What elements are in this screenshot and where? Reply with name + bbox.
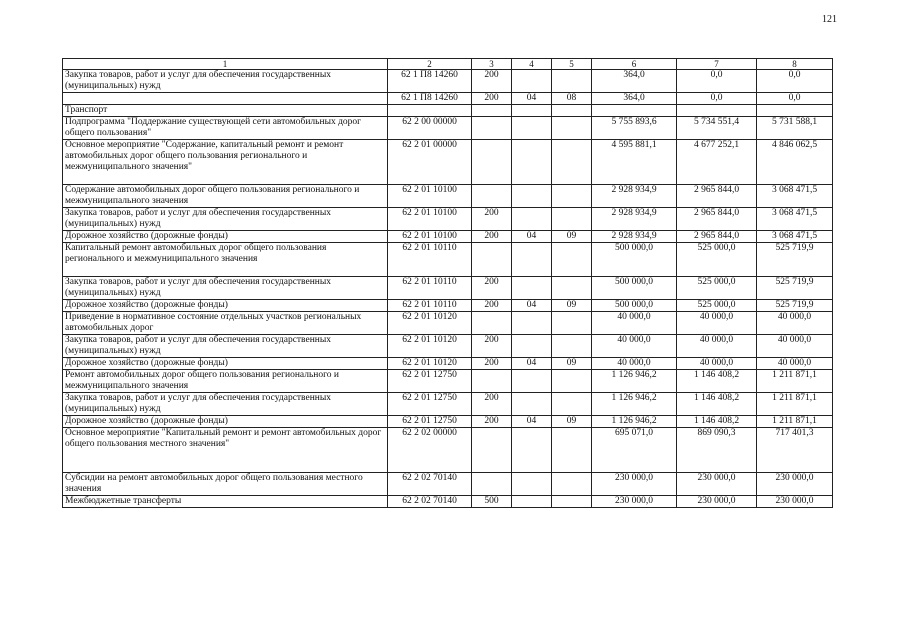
- section-cell: [512, 277, 552, 300]
- amount-cell: 1 126 946,2: [592, 393, 677, 416]
- item-name-cell: Закупка товаров, работ и услуг для обеспечения государственных (муниципальных) нужд: [63, 70, 388, 93]
- amount-cell: 1 146 408,2: [677, 393, 757, 416]
- expense-type-cell: 200: [472, 231, 512, 243]
- amount-cell: 0,0: [757, 70, 833, 93]
- section-cell: [512, 393, 552, 416]
- table-row: [63, 208, 833, 231]
- amount-cell: 2 928 934,9: [592, 208, 677, 231]
- subsection-cell: 09: [552, 231, 592, 243]
- item-name-cell: Дорожное хозяйство (дорожные фонды): [63, 300, 388, 312]
- target-code-cell: 62 2 01 10120: [388, 335, 472, 358]
- amount-cell: 525 000,0: [677, 277, 757, 300]
- amount-cell: 2 965 844,0: [677, 231, 757, 243]
- amount-cell: 717 401,3: [757, 428, 833, 473]
- page-number: 121: [822, 14, 837, 25]
- item-name-cell: Межбюджетные трансферты: [63, 496, 388, 508]
- expense-type-cell: [472, 243, 512, 277]
- expense-type-cell: [472, 473, 512, 496]
- section-cell: [512, 428, 552, 473]
- section-cell: [512, 370, 552, 393]
- amount-cell: 1 126 946,2: [592, 416, 677, 428]
- expense-type-cell: [472, 117, 512, 140]
- target-code-cell: 62 2 01 10120: [388, 312, 472, 335]
- target-code-cell: 62 2 01 10100: [388, 208, 472, 231]
- section-cell: [512, 105, 552, 117]
- expense-type-cell: [472, 312, 512, 335]
- amount-cell: 230 000,0: [757, 496, 833, 508]
- table-row: [63, 473, 833, 496]
- amount-cell: 1 126 946,2: [592, 370, 677, 393]
- target-code-cell: 62 2 00 00000: [388, 117, 472, 140]
- amount-cell: 525 719,9: [757, 243, 833, 277]
- table-row: [63, 416, 833, 428]
- amount-cell: 500 000,0: [592, 300, 677, 312]
- section-cell: [512, 185, 552, 208]
- subsection-cell: [552, 393, 592, 416]
- amount-cell: 0,0: [677, 70, 757, 93]
- amount-cell: 2 965 844,0: [677, 185, 757, 208]
- amount-cell: 230 000,0: [677, 473, 757, 496]
- table-row: [63, 335, 833, 358]
- subsection-cell: [552, 105, 592, 117]
- expense-type-cell: 200: [472, 277, 512, 300]
- amount-cell: 4 595 881,1: [592, 140, 677, 185]
- section-cell: 04: [512, 416, 552, 428]
- subsection-cell: [552, 208, 592, 231]
- amount-cell: 525 719,9: [757, 300, 833, 312]
- expense-type-cell: [472, 105, 512, 117]
- column-number-row: [63, 59, 833, 70]
- table-row: [63, 185, 833, 208]
- expense-type-cell: 500: [472, 496, 512, 508]
- subsection-cell: [552, 140, 592, 185]
- subsection-cell: [552, 335, 592, 358]
- amount-cell: 869 090,3: [677, 428, 757, 473]
- amount-cell: 230 000,0: [757, 473, 833, 496]
- amount-cell: 525 719,9: [757, 277, 833, 300]
- amount-cell: 500 000,0: [592, 277, 677, 300]
- amount-cell: 500 000,0: [592, 243, 677, 277]
- table-row: [63, 393, 833, 416]
- section-cell: [512, 243, 552, 277]
- expense-type-cell: 200: [472, 208, 512, 231]
- section-cell: 04: [512, 300, 552, 312]
- amount-cell: 695 071,0: [592, 428, 677, 473]
- target-code-cell: 62 2 01 12750: [388, 393, 472, 416]
- table-row: [63, 300, 833, 312]
- expense-type-cell: 200: [472, 300, 512, 312]
- amount-cell: 40 000,0: [677, 312, 757, 335]
- section-cell: [512, 140, 552, 185]
- amount-cell: 525 000,0: [677, 243, 757, 277]
- amount-cell: 3 068 471,5: [757, 231, 833, 243]
- target-code-cell: 62 2 01 10110: [388, 277, 472, 300]
- target-code-cell: 62 2 01 12750: [388, 416, 472, 428]
- target-code-cell: 62 2 02 70140: [388, 473, 472, 496]
- section-cell: 04: [512, 358, 552, 370]
- amount-cell: [757, 105, 833, 117]
- table-row: [63, 358, 833, 370]
- budget-table: [62, 58, 833, 508]
- item-name-cell: Закупка товаров, работ и услуг для обеспечения государственных (муниципальных) нужд: [63, 208, 388, 231]
- amount-cell: 40 000,0: [592, 312, 677, 335]
- item-name-cell: Дорожное хозяйство (дорожные фонды): [63, 358, 388, 370]
- amount-cell: 40 000,0: [757, 358, 833, 370]
- table-row: [63, 277, 833, 300]
- table-row: [63, 312, 833, 335]
- amount-cell: 4 846 062,5: [757, 140, 833, 185]
- amount-cell: 5 755 893,6: [592, 117, 677, 140]
- section-cell: 04: [512, 231, 552, 243]
- section-cell: [512, 335, 552, 358]
- column-header: 2: [388, 59, 472, 70]
- expense-type-cell: 200: [472, 358, 512, 370]
- amount-cell: 1 146 408,2: [677, 370, 757, 393]
- subsection-cell: [552, 312, 592, 335]
- amount-cell: 230 000,0: [677, 496, 757, 508]
- amount-cell: 2 928 934,9: [592, 185, 677, 208]
- section-cell: [512, 70, 552, 93]
- amount-cell: 230 000,0: [592, 496, 677, 508]
- item-name-cell: Субсидии на ремонт автомобильных дорог общего пользования местного значения: [63, 473, 388, 496]
- column-header: 1: [63, 59, 388, 70]
- section-cell: 04: [512, 93, 552, 105]
- expense-type-cell: 200: [472, 335, 512, 358]
- amount-cell: 5 731 588,1: [757, 117, 833, 140]
- amount-cell: 5 734 551,4: [677, 117, 757, 140]
- amount-cell: 40 000,0: [592, 358, 677, 370]
- target-code-cell: 62 1 П8 14260: [388, 70, 472, 93]
- subsection-cell: [552, 496, 592, 508]
- amount-cell: 40 000,0: [592, 335, 677, 358]
- column-header: 7: [677, 59, 757, 70]
- item-name-cell: Дорожное хозяйство (дорожные фонды): [63, 416, 388, 428]
- column-header: 8: [757, 59, 833, 70]
- amount-cell: [592, 105, 677, 117]
- amount-cell: 40 000,0: [757, 335, 833, 358]
- table-row: [63, 231, 833, 243]
- subsection-cell: [552, 117, 592, 140]
- amount-cell: 1 211 871,1: [757, 393, 833, 416]
- amount-cell: 40 000,0: [677, 358, 757, 370]
- expense-type-cell: [472, 140, 512, 185]
- amount-cell: 4 677 252,1: [677, 140, 757, 185]
- column-header: 5: [552, 59, 592, 70]
- column-header: 3: [472, 59, 512, 70]
- table-row: [63, 105, 833, 117]
- table-row: [63, 370, 833, 393]
- target-code-cell: 62 2 02 00000: [388, 428, 472, 473]
- amount-cell: 3 068 471,5: [757, 208, 833, 231]
- section-cell: [512, 496, 552, 508]
- column-header: 6: [592, 59, 677, 70]
- expense-type-cell: [472, 370, 512, 393]
- item-name-cell: Дорожное хозяйство (дорожные фонды): [63, 231, 388, 243]
- target-code-cell: 62 2 01 10120: [388, 358, 472, 370]
- section-cell: [512, 473, 552, 496]
- target-code-cell: 62 2 01 12750: [388, 370, 472, 393]
- target-code-cell: [388, 105, 472, 117]
- amount-cell: 3 068 471,5: [757, 185, 833, 208]
- expense-type-cell: 200: [472, 93, 512, 105]
- subsection-cell: 09: [552, 358, 592, 370]
- subsection-cell: [552, 243, 592, 277]
- item-name-cell: Закупка товаров, работ и услуг для обеспечения государственных (муниципальных) нужд: [63, 335, 388, 358]
- table-row: [63, 70, 833, 93]
- subsection-cell: 09: [552, 416, 592, 428]
- expense-type-cell: 200: [472, 393, 512, 416]
- expense-type-cell: [472, 185, 512, 208]
- subsection-cell: [552, 473, 592, 496]
- item-name-cell: Приведение в нормативное состояние отдельных участков региональных автомобильных дорог: [63, 312, 388, 335]
- table-row: [63, 496, 833, 508]
- item-name-cell: Основное мероприятие "Капитальный ремонт и ремонт автомобильных дорог общего пользования местного значения": [63, 428, 388, 473]
- item-name-cell: [63, 93, 388, 105]
- amount-cell: 2 965 844,0: [677, 208, 757, 231]
- subsection-cell: 08: [552, 93, 592, 105]
- table-body: [63, 70, 833, 508]
- amount-cell: 364,0: [592, 70, 677, 93]
- column-header: 4: [512, 59, 552, 70]
- target-code-cell: 62 2 01 10100: [388, 185, 472, 208]
- item-name-cell: Транспорт: [63, 105, 388, 117]
- amount-cell: 1 211 871,1: [757, 370, 833, 393]
- target-code-cell: 62 2 02 70140: [388, 496, 472, 508]
- amount-cell: 1 211 871,1: [757, 416, 833, 428]
- item-name-cell: Подпрограмма "Поддержание существующей сети автомобильных дорог общего пользования": [63, 117, 388, 140]
- amount-cell: 230 000,0: [592, 473, 677, 496]
- target-code-cell: 62 2 01 00000: [388, 140, 472, 185]
- section-cell: [512, 312, 552, 335]
- target-code-cell: 62 1 П8 14260: [388, 93, 472, 105]
- target-code-cell: 62 2 01 10110: [388, 300, 472, 312]
- item-name-cell: Содержание автомобильных дорог общего пользования регионального и межмуниципального значения: [63, 185, 388, 208]
- subsection-cell: 09: [552, 300, 592, 312]
- table-row: [63, 93, 833, 105]
- table-row: [63, 243, 833, 277]
- expense-type-cell: 200: [472, 70, 512, 93]
- table-row: [63, 428, 833, 473]
- section-cell: [512, 208, 552, 231]
- expense-type-cell: 200: [472, 416, 512, 428]
- table-row: [63, 117, 833, 140]
- amount-cell: [677, 105, 757, 117]
- amount-cell: 40 000,0: [757, 312, 833, 335]
- amount-cell: 40 000,0: [677, 335, 757, 358]
- expense-type-cell: [472, 428, 512, 473]
- target-code-cell: 62 2 01 10110: [388, 243, 472, 277]
- item-name-cell: Основное мероприятие "Содержание, капитальный ремонт и ремонт автомобильных дорог общего пользования регионального и межмуниципального значения": [63, 140, 388, 185]
- section-cell: [512, 117, 552, 140]
- subsection-cell: [552, 185, 592, 208]
- subsection-cell: [552, 70, 592, 93]
- amount-cell: 1 146 408,2: [677, 416, 757, 428]
- item-name-cell: Закупка товаров, работ и услуг для обеспечения государственных (муниципальных) нужд: [63, 393, 388, 416]
- item-name-cell: Ремонт автомобильных дорог общего пользования регионального и межмуниципального значения: [63, 370, 388, 393]
- amount-cell: 0,0: [677, 93, 757, 105]
- item-name-cell: Капитальный ремонт автомобильных дорог общего пользования регионального и межмуниципального значения: [63, 243, 388, 277]
- subsection-cell: [552, 428, 592, 473]
- amount-cell: 525 000,0: [677, 300, 757, 312]
- amount-cell: 2 928 934,9: [592, 231, 677, 243]
- amount-cell: 364,0: [592, 93, 677, 105]
- table-row: [63, 140, 833, 185]
- amount-cell: 0,0: [757, 93, 833, 105]
- target-code-cell: 62 2 01 10100: [388, 231, 472, 243]
- subsection-cell: [552, 370, 592, 393]
- subsection-cell: [552, 277, 592, 300]
- item-name-cell: Закупка товаров, работ и услуг для обеспечения государственных (муниципальных) нужд: [63, 277, 388, 300]
